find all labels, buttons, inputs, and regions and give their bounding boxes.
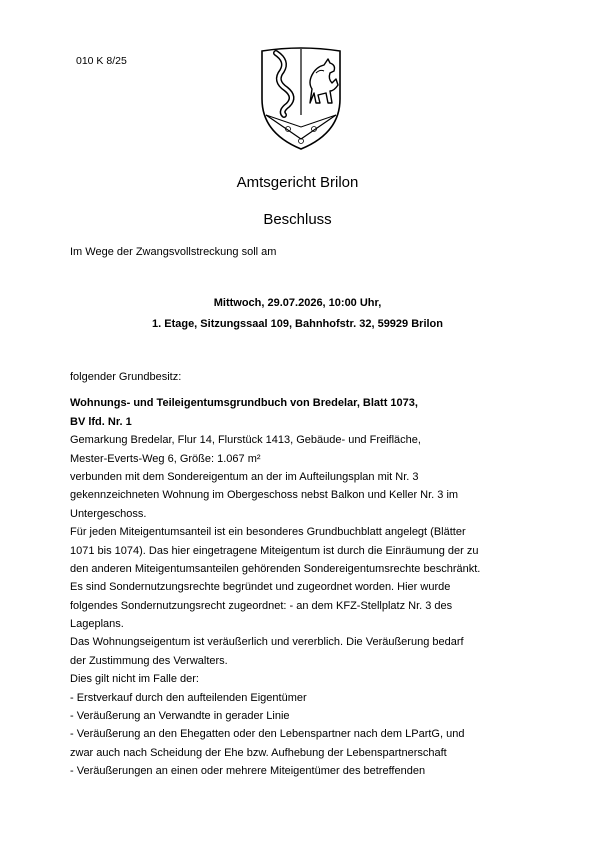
body-line: - Veräußerungen an einen oder mehrere Miteigentümer des betreffenden (70, 765, 426, 778)
case-reference: 010 K 8/25 (76, 55, 127, 67)
document-title: Beschluss (263, 211, 332, 228)
body-line: - Veräußerung an den Ehegatten oder den Lebenspartner nach dem LPartG, und (70, 728, 465, 741)
body-line: Es sind Sondernutzungsrechte begründet und zugeordnet worden. Hier wurde (70, 581, 451, 594)
body-line: 1071 bis 1074). Das hier eingetragene Miteigentum ist durch die Einräumung der zu (70, 544, 479, 557)
body-line: den anderen Miteigentumsanteilen gehörenden Sondereigentumsrechte beschränkt. (70, 562, 481, 575)
body-line: Für jeden Miteigentumsanteil ist ein besonderes Grundbuchblatt angelegt (Blätter (70, 526, 466, 539)
body-line: Dies gilt nicht im Falle der: (70, 673, 199, 686)
body-line: der Zustimmung des Verwalters. (70, 654, 228, 667)
body-line: Lageplans. (70, 618, 124, 631)
register-heading-line: BV lfd. Nr. 1 (70, 415, 132, 428)
coat-of-arms-emblem (258, 45, 344, 151)
body-line: folgendes Sondernutzungsrecht zugeordnet: - an dem KFZ-Stellplatz Nr. 3 des (70, 599, 453, 612)
intro-text: Im Wege der Zwangsvollstreckung soll am (70, 246, 277, 258)
body-line: - Veräußerung an Verwandte in gerader Linie (70, 710, 290, 723)
body-line: verbunden mit dem Sondereigentum an der im Aufteilungsplan mit Nr. 3 (70, 470, 419, 483)
body-line: Gemarkung Bredelar, Flur 14, Flurstück 1413, Gebäude- und Freifläche, (70, 434, 421, 447)
register-heading-line: Wohnungs- und Teileigentumsgrundbuch von Bredelar, Blatt 1073, (70, 397, 418, 410)
lead-text: folgender Grundbesitz: (70, 371, 182, 383)
appointment-date: Mittwoch, 29.07.2026, 10:00 Uhr, (213, 297, 382, 309)
body-line: Mester-Everts-Weg 6, Größe: 1.067 m² (70, 452, 261, 465)
appointment-location: 1. Etage, Sitzungssaal 109, Bahnhofstr. 32, 59929 Brilon (152, 318, 443, 330)
property-description (70, 368, 540, 781)
body-line: Untergeschoss. (70, 507, 147, 520)
body-line: zwar auch nach Scheidung der Ehe bzw. Aufhebung der Lebenspartnerschaft (70, 746, 447, 759)
body-line: gekennzeichneten Wohnung im Obergeschoss nebst Balkon und Keller Nr. 3 im (70, 489, 459, 502)
body-line: - Erstverkauf durch den aufteilenden Eigentümer (70, 691, 307, 704)
body-line: Das Wohnungseigentum ist veräußerlich und vererblich. Die Veräußerung bedarf (70, 636, 464, 649)
court-name: Amtsgericht Brilon (236, 174, 359, 191)
